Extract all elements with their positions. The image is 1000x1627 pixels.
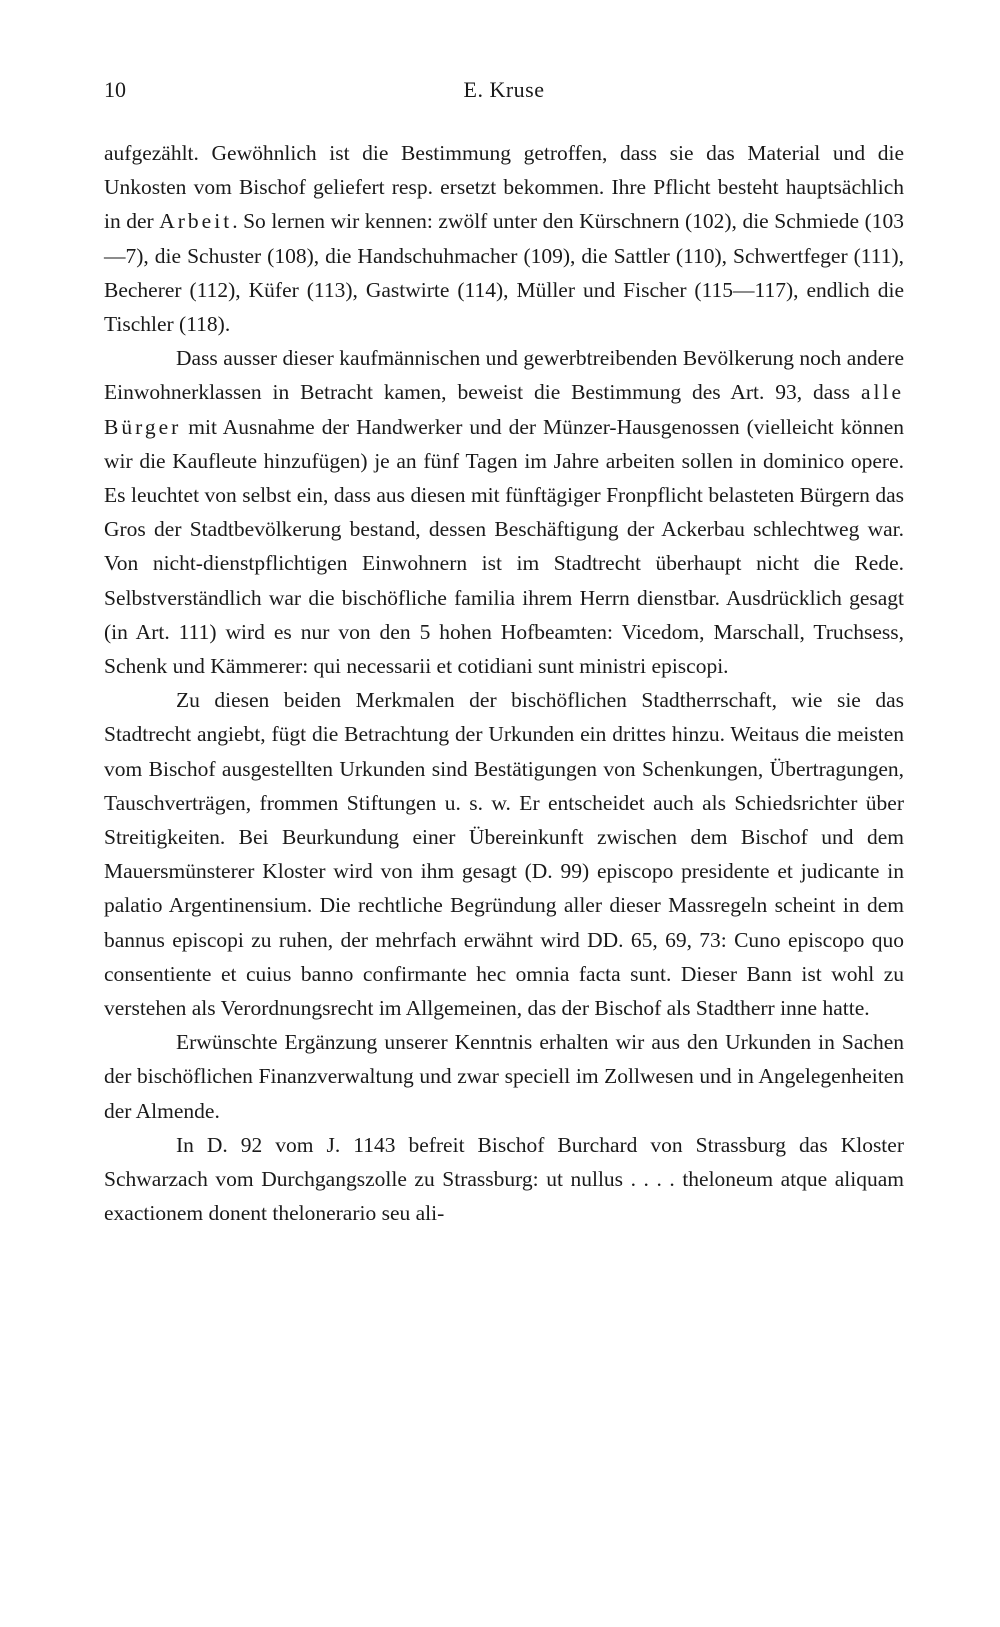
paragraph-text: . So lernen wir kennen: zwölf unter den Kürschnern (102), die Schmiede (103—7), die Schuster (108), die Handschuhmacher (109), die Sattler (110), Schwertfeger (111), Becherer (112), Küfer (113), Gastwirte (114), Müller und Fischer (115—117), endlich die Tischler (118). [104, 209, 904, 337]
paragraph-text: Erwünschte Ergänzung unserer Kenntnis erhalten wir aus den Urkunden in Sachen der bischöflichen Finanzverwaltung und zwar speciell im Zollwesen und in Angelegenheiten der Almende. [104, 1030, 904, 1123]
emphasized-text: Arbeit [159, 209, 233, 234]
paragraph-3 [104, 683, 904, 1025]
paragraph-5 [104, 1128, 904, 1231]
paragraph-text: In D. 92 vom J. 1143 befreit Bischof Burchard von Strassburg das Kloster Schwarzach vom Durchgangszolle zu Strassburg: ut nullus . . . . theloneum atque aliquam exactionem donent thelonerario seu ali- [104, 1132, 904, 1226]
paragraph-4 [104, 1025, 904, 1128]
paragraph-1 [104, 136, 904, 341]
paragraph-2 [104, 341, 904, 683]
emphasized-text: alle Bürger [104, 380, 904, 439]
running-title: E. Kruse [463, 77, 545, 102]
page-number: 10 [104, 77, 126, 102]
paragraph-text: Dass ausser dieser kaufmännischen und gewerbtreibenden Bevölkerung noch andere Einwohnerklassen in Betracht kamen, beweist die Bestimmung des Art. 93, dass [104, 346, 904, 405]
paragraph-text: mit Ausnahme der Handwerker und der Münzer-Hausgenossen (vielleicht können wir die Kaufleute hinzufügen) je an fünf Tagen im Jahre arbeiten sollen in dominico opere. Es leuchtet von selbst ein, dass aus diesen mit fünftägiger Fronpflicht belasteten Bürgern das Gros der Stadtbevölkerung bestand, dessen Beschäftigung der Ackerbau schlechtweg war. Von nicht-dienstpflichtigen Einwohnern ist im Stadtrecht überhaupt nicht die Rede. Selbstverständlich war die bischöfliche familia ihrem Herrn dienstbar. Ausdrücklich gesagt (in Art. 111) wird es nur von den 5 hohen Hofbeamten: Vicedom, Marschall, Truchsess, Schenk und Kämmerer: qui necessarii et cotidiani sunt ministri episcopi. [104, 414, 904, 679]
paragraph-text: Zu diesen beiden Merkmalen der bischöflichen Stadtherrschaft, wie sie das Stadtrecht angiebt, fügt die Betrachtung der Urkunden ein drittes hinzu. Weitaus die meisten vom Bischof ausgestellten Urkunden sind Bestätigungen von Schenkungen, Übertragungen, Tauschverträgen, frommen Stiftungen u. s. w. Er entscheidet auch als Schiedsrichter über Streitigkeiten. Bei Beurkundung einer Übereinkunft zwischen dem Bischof und dem Mauersmünsterer Kloster wird von ihm gesagt (D. 99) episcopo presidente et judicante in palatio Argentinensium. Die rechtliche Begründung aller dieser Massregeln scheint in dem bannus episcopi zu ruhen, der mehrfach erwähnt wird DD. 65, 69, 73: Cuno episcopo quo consentiente et cuius banno confirmante hec omnia facta sunt. Dieser Bann ist wohl zu verstehen als Verordnungsrecht im Allgemeinen, das der Bischof als Stadtherr inne hatte. [104, 688, 904, 1021]
paragraph-text: aufgezählt. Gewöhnlich ist die Bestimmung getroffen, dass sie das Material und die Unkosten vom Bischof geliefert resp. ersetzt bekommen. Ihre Pflicht besteht hauptsächlich in der [104, 141, 904, 234]
book-page [104, 70, 904, 1231]
body-text [104, 136, 904, 1231]
running-header [104, 70, 904, 110]
